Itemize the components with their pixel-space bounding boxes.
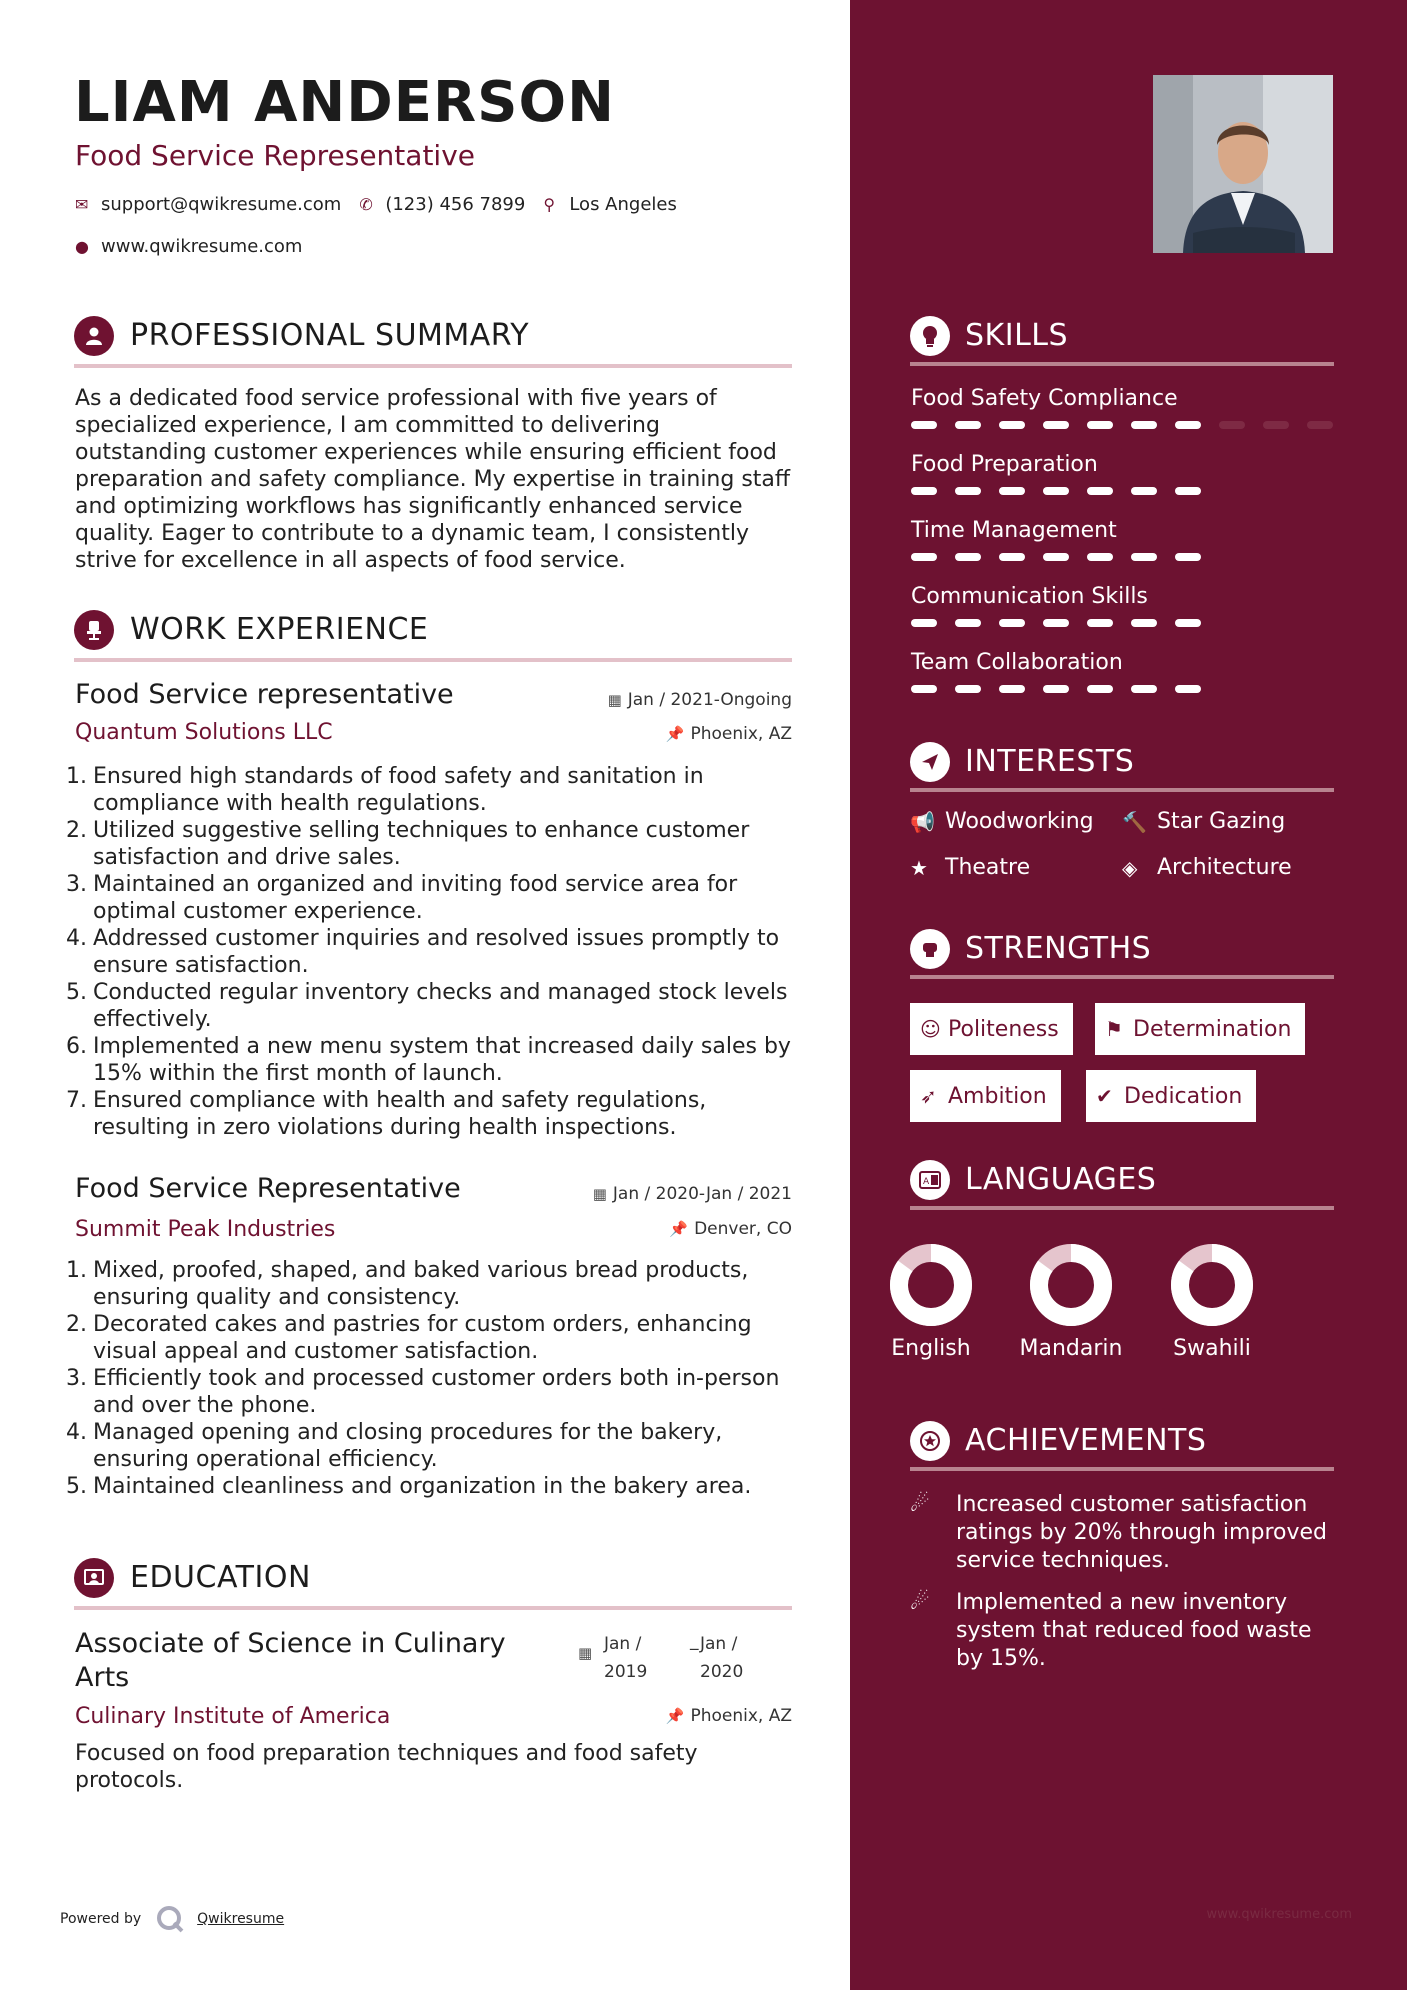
skill-item: [911, 386, 1335, 429]
achievement-item: ☄ Implemented a new inventory system that reduced food waste by 15%.: [910, 1590, 1312, 1671]
language-proficiency-ring: [886, 1240, 976, 1330]
pin-icon: 📌: [665, 725, 685, 743]
paper-plane-icon: [910, 742, 950, 782]
school-name: Culinary Institute of America: [75, 1704, 391, 1729]
skills-header: [910, 314, 1334, 366]
list-item: 2. Decorated cakes and pastries for custom orders, enhancing visual appeal and customer satisfaction.: [66, 1312, 752, 1364]
education-end-date: Jan / 2020: [700, 1634, 744, 1682]
achievement-item: ☄ Increased customer satisfaction ratings by 20% through improved service techniques.: [910, 1492, 1327, 1573]
list-item: 1. Ensured high standards of food safety and sanitation in compliance with health regulations.: [66, 764, 704, 816]
envelope-icon: ✉: [75, 195, 89, 214]
contact-phone: (123) 456 7899: [385, 194, 526, 215]
flag-icon: ⚑: [1105, 1017, 1123, 1041]
experience-title: WORK EXPERIENCE: [130, 612, 429, 647]
job-location: 📌 Denver, CO: [669, 1219, 792, 1239]
user-icon: [74, 316, 114, 356]
check-circle-icon: ✔: [1096, 1084, 1113, 1108]
interest-item: ◈ Architecture: [1122, 855, 1292, 880]
skill-item: [911, 650, 1335, 693]
language-label: Swahili: [1173, 1336, 1251, 1361]
svg-text:A: A: [923, 1177, 930, 1187]
education-location: 📌 Phoenix, AZ: [665, 1706, 792, 1726]
skill-item: [911, 584, 1335, 627]
job-title: Food Service Representative: [75, 1173, 461, 1204]
languages-header: [910, 1158, 1334, 1210]
list-item: 2. Utilized suggestive selling techniques to enhance customer satisfaction and drive sales.: [66, 818, 750, 870]
skill-label: Team Collaboration: [911, 650, 1123, 675]
achievements-header: [910, 1419, 1334, 1471]
achievements-title: ACHIEVEMENTS: [965, 1423, 1207, 1458]
contact-email[interactable]: support@qwikresume.com: [101, 194, 342, 215]
list-item: 4. Managed opening and closing procedures for the bakery, ensuring operational efficiency.: [66, 1420, 723, 1472]
lightbulb-icon: [910, 316, 950, 356]
list-item: 1. Mixed, proofed, shaped, and baked various bread products, ensuring quality and consistency.: [66, 1258, 749, 1310]
list-item: 5. Conducted regular inventory checks and managed stock levels effectively.: [66, 980, 788, 1032]
list-item: 6. Implemented a new menu system that increased daily sales by 15% within the first month of launch.: [66, 1034, 791, 1086]
interests-header: [910, 740, 1334, 792]
phone-icon: ✆: [359, 195, 373, 214]
star-icon: ★: [910, 855, 928, 880]
strength-chip: ⚑ Determination: [1095, 1003, 1305, 1055]
contact-row: [75, 194, 677, 215]
calendar-icon: ▦: [607, 691, 622, 709]
job-company: Quantum Solutions LLC: [75, 720, 333, 745]
rocket-icon: ➶: [920, 1084, 937, 1108]
education-title: EDUCATION: [130, 1560, 311, 1595]
footer-url: www.qwikresume.com: [1206, 1907, 1352, 1922]
fist-icon: [910, 929, 950, 969]
translate-icon: [910, 1160, 950, 1200]
summary-title: PROFESSIONAL SUMMARY: [130, 318, 530, 353]
interest-item: ★ Theatre: [910, 855, 1031, 880]
interest-item: 🔨 Star Gazing: [1122, 809, 1286, 834]
summary-header: [74, 314, 792, 368]
strengths-header: [910, 927, 1334, 979]
skill-label: Food Preparation: [911, 452, 1098, 477]
skill-level-bar: [911, 553, 1335, 561]
gavel-icon: 🔨: [1122, 809, 1147, 834]
eraser-icon: ◈: [1122, 855, 1138, 880]
skill-label: Food Safety Compliance: [911, 386, 1178, 411]
language-proficiency-ring: [1026, 1240, 1116, 1330]
list-item: 3. Maintained an organized and inviting food service area for optimal customer experience.: [66, 872, 738, 924]
qwikresume-link[interactable]: Qwikresume: [197, 1911, 285, 1927]
profile-photo: [1153, 75, 1333, 253]
shooting-star-icon: ☄: [910, 1590, 930, 1615]
contact-website[interactable]: www.qwikresume.com: [101, 236, 303, 257]
experience-header: [74, 608, 792, 662]
qwikresume-logo-icon: [155, 1904, 185, 1934]
shooting-star-icon: ☄: [910, 1492, 930, 1517]
language-label: English: [891, 1336, 971, 1361]
job-company: Summit Peak Industries: [75, 1217, 336, 1242]
interests-title: INTERESTS: [965, 744, 1135, 779]
skill-level-bar: [911, 685, 1335, 693]
skill-label: Time Management: [911, 518, 1117, 543]
job-bullets: [66, 1257, 796, 1500]
language-item: [876, 1240, 986, 1361]
bullhorn-icon: 📢: [910, 809, 935, 834]
job-bullets: [66, 763, 796, 1141]
candidate-name: LIAM ANDERSON: [74, 70, 615, 135]
sidebar-column: [850, 0, 1407, 1990]
date-separator: _: [690, 1631, 699, 1651]
website-row: [75, 236, 302, 257]
skill-item: [911, 452, 1335, 495]
calendar-icon: ▦: [578, 1644, 593, 1662]
list-item: 3. Efficiently took and processed customer orders both in-person and over the phone.: [66, 1366, 780, 1418]
skill-level-bar: [911, 619, 1335, 627]
award-star-icon: [910, 1421, 950, 1461]
smile-icon: ☺: [920, 1017, 941, 1041]
education-header: [74, 1556, 792, 1610]
skills-title: SKILLS: [965, 318, 1069, 353]
map-pin-icon: ⚲: [543, 195, 556, 214]
globe-icon: ●: [75, 237, 89, 256]
list-item: 7. Ensured compliance with health and safety regulations, resulting in zero violations during health inspections.: [66, 1088, 707, 1140]
job-dates: ▦ Jan / 2021-Ongoing: [607, 690, 792, 710]
skill-label: Communication Skills: [911, 584, 1148, 609]
skill-level-bar: [911, 421, 1335, 429]
calendar-icon: ▦: [592, 1185, 607, 1203]
strength-chip: ➶ Ambition: [910, 1070, 1061, 1122]
list-item: 5. Maintained cleanliness and organization in the bakery area.: [66, 1474, 752, 1499]
list-item: 4. Addressed customer inquiries and resolved issues promptly to ensure satisfaction.: [66, 926, 780, 978]
education-description: Focused on food preparation techniques and food safety protocols.: [75, 1741, 698, 1793]
pin-icon: 📌: [665, 1707, 685, 1725]
chair-icon: [74, 610, 114, 650]
degree-title: Associate of Science in Culinary Arts: [75, 1628, 506, 1693]
skill-item: [911, 518, 1335, 561]
languages-title: LANGUAGES: [965, 1162, 1157, 1197]
summary-text: As a dedicated food service professional with five years of specialized experience, I am committed to delivering outstanding customer experiences while ensuring efficient food preparation and safety compliance. My expertise in training staff and optimizing workflows has significantly enhanced service quality. Eager to contribute to a dynamic team, I consistently strive for excellence in all aspects of food service.: [75, 386, 791, 573]
strength-chip: ✔ Dedication: [1086, 1070, 1256, 1122]
language-item: [1016, 1240, 1126, 1361]
contact-location: Los Angeles: [569, 194, 677, 215]
strengths-title: STRENGTHS: [965, 931, 1152, 966]
powered-by: Powered by Qwikresume: [60, 1904, 284, 1934]
interest-item: 📢 Woodworking: [910, 809, 1094, 834]
pin-icon: 📌: [669, 1220, 689, 1238]
skill-level-bar: [911, 487, 1335, 495]
candidate-role: Food Service Representative: [75, 139, 475, 172]
education-start-date: Jan / 2019: [604, 1634, 648, 1682]
job-dates: ▦ Jan / 2020-Jan / 2021: [592, 1184, 792, 1204]
language-item: [1157, 1240, 1267, 1361]
graduate-icon: [74, 1558, 114, 1598]
language-proficiency-ring: [1167, 1240, 1257, 1330]
job-location: 📌 Phoenix, AZ: [665, 724, 792, 744]
strength-chip: ☺ Politeness: [910, 1003, 1073, 1055]
job-title: Food Service representative: [75, 679, 454, 710]
language-label: Mandarin: [1019, 1336, 1123, 1361]
